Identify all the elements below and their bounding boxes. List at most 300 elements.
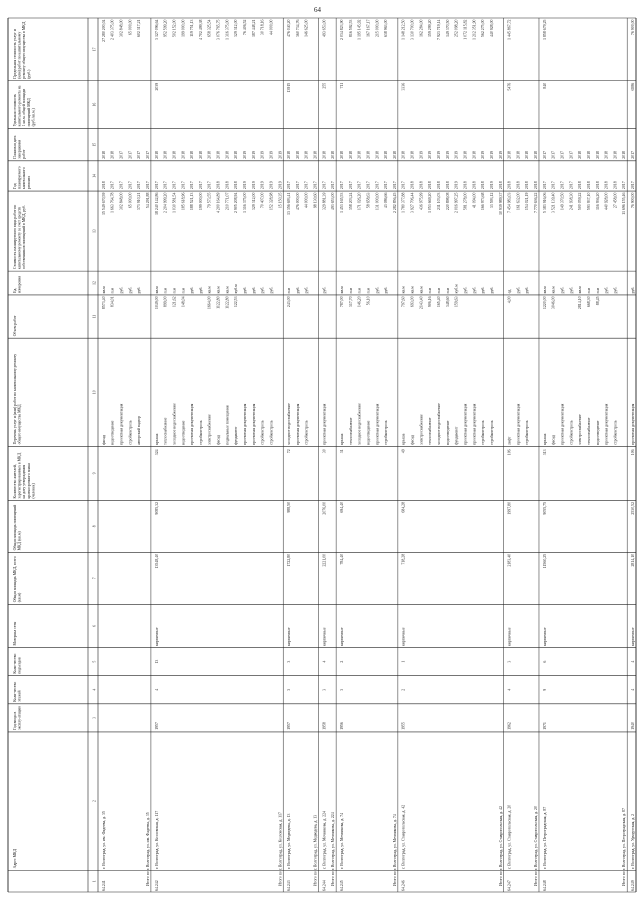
limit-cost-item: 159 299,20: [428, 19, 433, 38]
area-total: 2221,00: [322, 553, 327, 567]
total-cost: 54 291,88: [145, 192, 150, 209]
work-unit: п.м: [445, 287, 450, 294]
wall-material: кирпичные: [401, 627, 406, 647]
work-volume: 243,00: [287, 296, 292, 308]
work-year: 2017: [304, 181, 309, 190]
work-cost: 241 938,30: [569, 192, 574, 211]
work-name: проектная документация: [251, 403, 256, 445]
limit-cost-item: 2 403 375,00: [110, 19, 115, 40]
work-date: 2018: [101, 151, 106, 159]
header-number-13: 13: [92, 229, 97, 233]
work-unit: п.м: [595, 287, 600, 294]
work-date: 2019: [242, 151, 247, 159]
work-date: 2018: [578, 151, 583, 159]
work-cost: 1 316 375,00: [242, 192, 247, 214]
total-year: 2017: [331, 181, 336, 190]
area-rooms: 684,28: [401, 501, 406, 513]
work-name: проектная документация: [631, 403, 636, 445]
total-year: 2018: [534, 181, 539, 190]
header-4: Коли-чество этажей: [13, 680, 22, 702]
work-year: 2017: [560, 181, 565, 190]
work-unit: руб.: [525, 286, 530, 294]
limit-cost: 493 653,00: [322, 19, 327, 38]
work-year: 2017: [181, 181, 186, 190]
header-12: Ед. измерения: [13, 275, 22, 293]
commission-year: 1958: [322, 722, 327, 730]
unit-cost: 711: [340, 82, 345, 89]
limit-cost-item: 1 316 375,00: [225, 19, 230, 40]
limit-cost-item: 602 317,21: [137, 19, 142, 38]
work-volume: 668,30: [586, 296, 591, 308]
work-year: 2019: [251, 181, 256, 190]
entrances-count: 1: [401, 660, 406, 663]
area-total: 718,28: [401, 553, 406, 565]
work-date: 2018: [216, 151, 221, 159]
work-unit: п.м: [348, 287, 353, 294]
work-year: 2017: [110, 181, 115, 190]
work-year: 2017: [295, 181, 300, 190]
work-year: 2017: [357, 181, 362, 190]
work-cost: 65 000,00: [128, 192, 133, 209]
work-year: 2017: [137, 181, 142, 190]
limit-cost: 1 858 679,25: [542, 19, 547, 40]
header-14: Год планируемого капитального ремонта: [13, 165, 31, 190]
work-date: 2019: [260, 151, 265, 159]
work-year: 2018: [419, 181, 424, 190]
row-number: 64.246: [401, 880, 406, 891]
row-number: 64.244: [322, 880, 327, 891]
work-name: водоотведение: [110, 420, 115, 445]
work-date: 2018: [198, 151, 203, 159]
work-name: стройконтроль: [269, 420, 274, 445]
work-date: 2017: [569, 151, 574, 159]
work-name: авторский надзор: [137, 415, 142, 445]
limit-cost-item: 65 000,00: [128, 19, 133, 36]
work-unit: руб.: [190, 286, 195, 294]
floors-count: 4: [631, 688, 636, 691]
mkd-address: г. Волгоград, ул. Мечникова, д. 74: [340, 812, 345, 869]
work-date: 2019: [445, 151, 450, 159]
work-name: крыша: [542, 433, 547, 445]
header-5: Коли-чество подъездов: [13, 652, 22, 674]
floors-count: 9: [542, 688, 547, 691]
area-total: 1722,80: [287, 553, 292, 567]
work-name: стройконтроль: [128, 420, 133, 445]
work-volume: 122,53: [234, 296, 239, 308]
work-name: проектная документация: [322, 403, 327, 445]
work-date: 2018: [472, 151, 477, 159]
work-name: проектная документация: [190, 403, 195, 445]
area-rooms: 988,50: [287, 501, 292, 513]
header-number-16: 16: [92, 102, 97, 107]
header-3: Год ввода в эксплу-атацию: [13, 705, 22, 730]
work-date: 2018: [613, 151, 618, 159]
limit-cost-item: 167 167,17: [366, 19, 371, 38]
mkd-address: г. Волгоград, ул. Медведева, д. 13: [287, 813, 292, 869]
mkd-address: г. Волгоград, ул. Мечникова, д. 224: [322, 811, 327, 869]
work-unit: кв.м: [578, 286, 583, 294]
work-date: 2018: [110, 151, 115, 159]
header-number-3: 3: [92, 716, 97, 719]
work-name: водоотведение: [445, 420, 450, 445]
work-name: теплоснабжение: [428, 417, 433, 445]
work-cost: 436 975,99: [419, 192, 424, 211]
work-year: 2018: [437, 181, 442, 190]
wall-material: кирпичные: [340, 627, 345, 647]
capital-repair-table: [6, 16, 638, 894]
residents-count: 106: [507, 449, 512, 456]
work-cost: 43 086,66: [384, 192, 389, 209]
total-date: 2017: [145, 151, 150, 159]
work-cost: 1 663 764,78: [110, 192, 115, 214]
work-unit: кв.м: [225, 286, 230, 294]
work-cost: 211 103,03: [437, 192, 442, 210]
wall-material: кирпичные: [507, 627, 512, 647]
work-date: 2018: [207, 151, 212, 159]
limit-cost-item: 44 000,00: [269, 19, 274, 36]
work-year: 2018: [225, 181, 230, 190]
work-volume: 1122,80: [216, 296, 221, 309]
limit-cost-item: 329 312,00: [234, 19, 239, 38]
residents-count: 31: [340, 449, 345, 454]
total-label: Итого по г. Волгоград, ул. Ставропольская, д. 20: [534, 806, 539, 886]
work-date: 2018: [154, 151, 159, 159]
area-total: 11560,25: [542, 553, 547, 569]
work-name: стройконтроль: [260, 420, 265, 445]
work-volume: 146,20: [357, 296, 362, 308]
total-year: 2017: [313, 181, 318, 190]
header-16: Удельная стоимость капитального ремонта на 1 кв.м. общей площади помещений МКД (руб./кв.м.): [13, 84, 36, 127]
work-cost: 373 910,21: [137, 192, 142, 211]
work-volume: 899,00: [163, 296, 168, 308]
limit-cost: 476 040,20: [287, 19, 292, 38]
work-name: теплоснабжение: [163, 417, 168, 445]
header-number-7: 7: [92, 577, 97, 580]
limit-cost: 76 900,00: [631, 19, 636, 36]
work-year: 2019: [489, 181, 494, 190]
work-unit: руб.: [198, 286, 203, 294]
work-name: стройконтроль: [525, 420, 530, 445]
area-total: 2183,40: [507, 553, 512, 567]
work-cost: 440 928,00: [604, 192, 609, 211]
work-year: 2018: [525, 181, 530, 190]
work-unit: кв.м: [410, 286, 415, 294]
work-year: 2018: [101, 181, 106, 190]
commission-year: 1971: [542, 722, 547, 730]
work-year: 2018: [595, 181, 600, 190]
mkd-address: г. Волгоград, ул. Удмуртская, д. 2: [631, 813, 636, 869]
mkd-address: г. Волгоград, ул. Ставропольская, д. 20: [507, 804, 512, 869]
row-number: 64.245: [340, 880, 345, 891]
work-unit: п.м: [110, 287, 115, 294]
work-unit: руб.: [128, 286, 133, 294]
work-cost: 41 094,00: [472, 192, 477, 209]
commission-year: 1957: [154, 722, 159, 730]
row-number: 64.247: [507, 880, 512, 891]
work-unit: руб.: [269, 286, 274, 294]
work-date: 2018: [507, 151, 512, 159]
work-unit: руб.: [516, 286, 521, 294]
work-name: стройконтроль: [304, 420, 309, 445]
entrances-count: 3: [507, 660, 512, 663]
work-year: 2017: [287, 181, 292, 190]
work-unit: руб.: [569, 286, 574, 294]
limit-cost-item: 440 928,00: [489, 19, 494, 38]
header-number-4: 4: [92, 688, 97, 691]
work-date: 2019: [428, 151, 433, 159]
header-number-5: 5: [92, 660, 97, 663]
work-unit: куб.м: [234, 284, 239, 294]
work-name: фасад: [551, 435, 556, 445]
work-unit: руб.: [304, 286, 309, 294]
work-name: крыша: [401, 433, 406, 445]
work-name: проектная документация: [295, 403, 300, 445]
header-8: Общая площадь помещений МКД (кв.м): [13, 503, 22, 551]
work-year: 2018: [604, 181, 609, 190]
total-year: 2017: [392, 181, 397, 190]
work-name: крыша: [154, 433, 159, 445]
limit-cost-item: 3 076 765,75: [216, 19, 221, 40]
header-number-17: 17: [92, 47, 97, 52]
work-year: 2017: [631, 181, 636, 190]
total-cost: 7 770 636,22: [534, 192, 539, 214]
work-cost: 188 521,13: [190, 192, 195, 211]
work-cost: 76 900,00: [631, 192, 636, 209]
work-year: 2018: [613, 181, 618, 190]
work-unit: руб.: [375, 286, 380, 294]
work-date: 2017: [542, 151, 547, 159]
limit-cost: 2 034 823,90: [340, 19, 345, 40]
work-year: 2018: [410, 181, 415, 190]
work-cost: 329 312,00: [251, 192, 256, 211]
work-cost: 500 059,22: [578, 192, 583, 211]
limit-cost-item: 658 325,54: [207, 19, 212, 38]
header-6: Материал стен: [13, 621, 17, 646]
row-number: 64.241: [101, 880, 106, 891]
work-year: 2017: [366, 181, 371, 190]
work-name: проектная документация: [560, 403, 565, 445]
work-unit: кв.м: [216, 286, 221, 294]
work-name: водоотведение: [366, 420, 371, 445]
work-cost: 3 927 706,44: [410, 192, 415, 214]
work-date: 2017: [560, 151, 565, 159]
work-unit: руб.: [251, 286, 256, 294]
work-date: 2018: [604, 151, 609, 159]
work-volume: 1220,00: [542, 296, 547, 310]
work-date: 2018: [375, 151, 380, 159]
work-cost: 4 200 164,89: [216, 192, 221, 214]
header-2: Адрес МКД: [13, 848, 17, 869]
limit-cost-item: 199 000,00: [181, 19, 186, 38]
header-number-2: 2: [92, 800, 97, 803]
limit-cost-item: 562 275,00: [481, 19, 486, 38]
work-name: холодное водоснабжение: [287, 403, 292, 445]
work-unit: руб.: [137, 286, 142, 294]
residents-count: 30: [322, 449, 327, 454]
total-date: 2018: [331, 151, 336, 159]
work-unit: кв.м: [101, 286, 106, 294]
work-date: 2018: [181, 151, 186, 159]
work-name: фундамент: [454, 426, 459, 445]
work-year: 2017: [384, 181, 389, 190]
work-date: 2019: [454, 151, 459, 159]
work-unit: руб.: [613, 286, 618, 294]
header-10: Перечень услуг и (или) работ по капитальному ремонту общего имущества МКД: [13, 352, 22, 445]
work-unit: п.м: [366, 287, 371, 294]
work-unit: кв.м: [207, 286, 212, 294]
unit-cost: 2039: [154, 82, 159, 91]
rotated-table: [8, 18, 636, 892]
work-name: холодное водоснабжение: [437, 403, 442, 445]
total-cost: 10 939 989,37: [498, 192, 503, 215]
work-cost: 358 203,24: [348, 192, 353, 211]
work-name: электроснабжение: [207, 414, 212, 445]
work-date: 2018: [322, 151, 327, 159]
wall-material: кирпичные: [631, 627, 636, 647]
work-unit: руб.: [489, 286, 494, 294]
work-name: электроснабжение: [578, 414, 583, 445]
work-name: проектная документация: [604, 403, 609, 445]
work-volume: 8573,40: [101, 296, 106, 310]
limit-cost-item: 7 923 719,14: [437, 19, 442, 40]
limit-cost-item: 502 152,00: [172, 19, 177, 38]
work-volume: 317,70: [348, 296, 353, 308]
commission-year: 1962: [507, 722, 512, 730]
work-year: 2018: [216, 181, 221, 190]
work-name: стройконтроль: [569, 420, 574, 445]
work-date: 2017: [631, 151, 636, 159]
residents-count: 106: [631, 449, 636, 456]
work-unit: кв.м: [154, 286, 159, 294]
total-year: 2017: [145, 181, 150, 190]
mkd-address: г. Волгоград, ул. им. Фадеева, д. 35: [101, 811, 106, 869]
page-number: 64: [314, 6, 321, 14]
work-name: фундамент: [234, 426, 239, 445]
work-cost: 154 021,19: [525, 192, 530, 211]
work-year: 2018: [507, 181, 512, 190]
work-name: холодное водоснабжение: [172, 403, 177, 445]
header-number-9: 9: [92, 472, 97, 475]
limit-cost-item: 4 702 499,38: [198, 19, 203, 40]
work-date: 2018: [357, 151, 362, 159]
work-date: 2019: [269, 151, 274, 159]
work-date: 2018: [463, 151, 468, 159]
work-cost: 152 328,98: [269, 192, 274, 211]
work-unit: руб.: [631, 286, 636, 294]
limit-cost-item: 638 963,00: [384, 19, 389, 38]
limit-cost-item: 1 072 115,82: [463, 19, 468, 40]
work-unit: руб.: [481, 286, 486, 294]
work-cost: 58 658,63: [366, 192, 371, 209]
unit-cost: 3336: [401, 82, 406, 91]
work-cost: 2 204 999,20: [163, 192, 168, 214]
work-name: стройконтроль: [489, 420, 494, 445]
work-date: 2019: [481, 151, 486, 159]
work-unit: кв.м: [419, 286, 424, 294]
total-label: Итого по г. Волгоград, ул. им. Фадеева, д. 35: [145, 812, 150, 886]
work-date: 2018: [295, 151, 300, 159]
work-volume: 787,00: [340, 296, 345, 308]
row-number: 64.249: [631, 880, 636, 891]
wall-material: кирпичные: [542, 627, 547, 647]
work-cost: 5 383 916,06: [542, 192, 547, 214]
total-label: Итого по г. Волгоград, ул. Козловская, д. 117: [278, 812, 283, 886]
entrances-count: 6: [542, 660, 547, 663]
work-year: 2017: [190, 181, 195, 190]
work-volume: 4,00: [507, 296, 512, 304]
work-unit: руб.: [604, 286, 609, 294]
work-volume: 906,16: [428, 296, 433, 308]
residents-count: 72: [287, 449, 292, 454]
work-cost: 2 016 997,25: [454, 192, 459, 214]
work-date: 2018: [366, 151, 371, 159]
work-cost: 44 000,00: [304, 192, 309, 209]
entrances-count: 4: [322, 660, 327, 663]
header-9: Количество жителей, зарегистрированных в МКД на дату утверждения краткосрочного плана (человек): [13, 451, 36, 499]
work-volume: 148,04: [181, 296, 186, 308]
work-unit: руб.: [260, 286, 265, 294]
work-name: проектная документация: [242, 403, 247, 445]
work-date: 2019: [419, 151, 424, 159]
header-number-10: 10: [92, 390, 97, 395]
area-rooms: 9055,75: [542, 501, 547, 515]
total-label: Итого по г. Волгоград, ул. Петроградская, д. 87: [622, 808, 627, 886]
work-year: 2018: [472, 181, 477, 190]
work-unit: руб.: [472, 286, 477, 294]
work-volume: 56,10: [366, 296, 371, 306]
work-unit: п.м: [586, 287, 591, 294]
work-volume: 797,60: [401, 296, 406, 308]
work-date: 2018: [401, 151, 406, 159]
work-volume: 1122,80: [225, 296, 230, 309]
limit-cost-item: 302 848,00: [119, 19, 124, 38]
work-year: 2017: [154, 181, 159, 190]
work-year: 2017: [163, 181, 168, 190]
work-cost: 476 000,00: [295, 192, 300, 211]
work-year: 2018: [516, 181, 521, 190]
total-cost: 2 282 856,45: [392, 192, 397, 214]
work-year: 2018: [578, 181, 583, 190]
work-unit: п.м: [428, 287, 433, 294]
area-rooms: 2076,00: [322, 501, 327, 515]
work-year: 2017: [322, 181, 327, 190]
work-volume: 1049,00: [154, 296, 159, 310]
header-13: Стоимость планируемого вида работ по капитальному ремонту за счет средств собственников помещений в МКД, руб.: [13, 203, 27, 270]
limit-cost-item: 952 599,20: [163, 19, 168, 38]
floors-count: 3: [340, 688, 345, 691]
area-total: 13548,40: [154, 553, 159, 569]
floors-count: 3: [287, 688, 292, 691]
limit-cost-item: 816 592,53: [348, 19, 353, 38]
work-cost: 161 632,00: [516, 192, 521, 211]
work-year: 2017: [348, 181, 353, 190]
work-unit: руб.: [560, 286, 565, 294]
work-volume: 834,01: [110, 296, 115, 308]
header-number-12: 12: [92, 281, 97, 285]
work-cost: 1 780 377,88: [401, 192, 406, 214]
work-name: проектная документация: [516, 403, 521, 445]
work-volume: 2143,40: [419, 296, 424, 310]
work-name: фасад: [410, 435, 415, 445]
limit-cost-item: 146 625,00: [304, 19, 309, 38]
work-unit: руб.: [242, 286, 247, 294]
total-label: Итого по г. Волгоград, ул. Ставропольская, д. 42: [498, 806, 503, 886]
work-name: проектная документация: [119, 403, 124, 445]
entrances-count: 2: [340, 660, 345, 663]
row-number: 64.248: [542, 880, 547, 891]
work-volume: 1664,00: [207, 296, 212, 310]
work-unit: п.м: [181, 287, 186, 294]
